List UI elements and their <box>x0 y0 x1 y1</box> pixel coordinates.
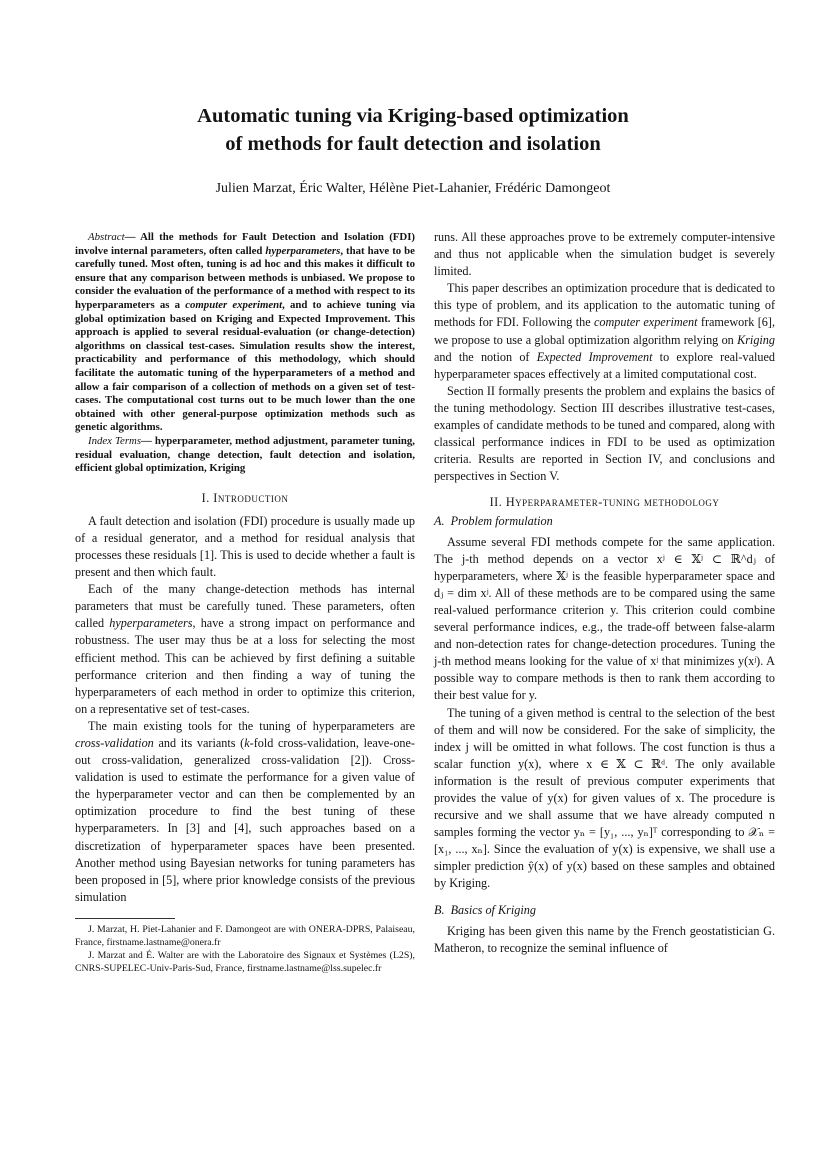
subsection-heading-kriging: B. Basics of Kriging <box>434 902 536 917</box>
footnote-affiliation-1: J. Marzat, H. Piet-Lahanier and F. Damongeot are with ONERA-DPRS, Palaiseau, France, firstname.lastname@onera.fr <box>75 923 415 948</box>
intro-paragraph-4: This paper describes an optimization procedure that is dedicated to this type of problem, and its application to the automatic tuning of methods for FDI. Following the computer experiment framework [6], we propose to use a global optimization algorithm relying on Kriging and the notion of Expected Improvement to explore real-valued hyperparameter spaces effectively at a limited computational cost. <box>434 281 775 381</box>
paper-title <box>0 102 826 158</box>
left-column <box>75 231 415 975</box>
intro-paragraph-3-continued: runs. All these approaches prove to be extremely computer-intensive and thus not applicable when the simulation budget is severely limited. <box>434 230 775 279</box>
footnote-affiliation-2: J. Marzat and É. Walter are with the Laboratoire des Signaux et Systèmes (L2S), CNRS-SUPELEC-Univ-Paris-Sud, France, firstname.lastname@lss.supelec.fr <box>75 949 415 974</box>
problem-paragraph-2: The tuning of a given method is central to the selection of the best of them and will now be considered. For the sake of simplicity, the index j will be omitted in what follows. The cost function is thus a scalar function y(x), where x ∈ 𝕏 ⊂ ℝᵈ. The only available information is the result of previous computer experiments that provides the value of y(x) for given values of x. The procedure is recursive and we shall assume that we have already computed n samples forming the vector yₙ = [y₁, ..., yₙ]ᵀ corresponding to 𝒳ₙ = [x₁, ..., xₙ]. Since the evaluation of y(x) is expensive, we shall use a simpler prediction ŷ(x) of y(x) based on these samples and obtained by Kriging. <box>434 705 775 891</box>
section-heading-methodology: II. Hyperparameter-tuning methodology <box>489 495 720 510</box>
abstract: Abstract— All the methods for Fault Detection and Isolation (FDI) involve internal parameters, often called hyperparameters, that have to be carefully tuned. Most often, tuning is ad hoc and this makes it difficult to ensure that any comparison between methods is unbiased. We propose to consider the evaluation of the performance of a method with respect to its hyperparameters as a computer experiment, and to achieve tuning via global optimization based on Kriging and Expected Improvement. This approach is applied to several residual-evaluation (or change-detection) algorithms on classical test-cases. Simulation results show the interest, practicability and performance of this methodology, which should facilitate the automatic tuning of the hyperparameters of a method and allow a fair comparison of a collection of methods on a given set of test-cases. The computational cost turns out to be much lower than the one obtained with other general-purpose optimization methods such as genetic algorithms. <box>75 231 415 434</box>
right-column <box>434 229 775 957</box>
title-line-1: Automatic tuning via Kriging-based optimization <box>197 105 629 127</box>
problem-paragraph-1: Assume several FDI methods compete for the same application. The j-th method depends on a vector xʲ ∈ 𝕏ʲ ⊂ ℝ^dⱼ of hyperparameters, where 𝕏ʲ is the feasible hyperparameter space and dⱼ = dim xʲ. All of these methods are to be compared using the same real-valued performance criterion y. This criterion could combine several performance indices, e.g., the trade-off between false-alarm and non-detection rates for change-detection procedures. Tuning the j-th method means looking for the value of xʲ that minimizes y(xʲ). A possible way to compare methods is then to rank them according to their best value for y. <box>434 534 775 703</box>
index-terms: Index Terms— hyperparameter, method adjustment, parameter tuning, residual evaluation, change detection, fault detection and isolation, efficient global optimization, Kriging <box>75 434 415 475</box>
intro-paragraph-5: Section II formally presents the problem and explains the basics of the tuning methodology. Section III describes illustrative test-cases, examples of candidate methods to be tuned and compared, along with classical performance indices in FDI to be used as optimization criteria. Results are reported in Section IV, and conclusions and perspectives in Section V. <box>434 383 775 484</box>
footnote-separator <box>75 918 175 919</box>
section-heading-introduction: I. Introduction <box>201 490 289 505</box>
abstract-lead: Abstract <box>88 231 125 243</box>
title-line-2: of methods for fault detection and isolation <box>225 133 601 155</box>
subsection-heading-problem: A. Problem formulation <box>434 513 553 528</box>
intro-paragraph-1: A fault detection and isolation (FDI) procedure is usually made up of a residual generator, and a method for residual analysis that processes these residuals [1]. This is used to decide whether a fault is present and then which fault. <box>75 513 415 580</box>
kriging-paragraph-1: Kriging has been given this name by the French geostatistician G. Matheron, to recognize the seminal influence of <box>434 923 775 955</box>
intro-paragraph-3: The main existing tools for the tuning of hyperparameters are cross-validation and its variants (k-fold cross-validation, leave-one-out cross-validation, generalized cross-validation [2]). Cross-validation is used to estimate the performance for a given value of the hyperparameter vector and can then be complemented by an optimization procedure to find the best tuning of these hyperparameters. In [3] and [4], such approaches based on a discretization of hyperparameter spaces have been presented. Another method using Bayesian networks for tuning parameters has been proposed in [5], where prior knowledge consists of the previous simulation <box>75 718 415 904</box>
author-list: Julien Marzat, Éric Walter, Hélène Piet-Lahanier, Frédéric Damongeot <box>215 181 611 196</box>
intro-paragraph-2: Each of the many change-detection methods has internal parameters that must be carefully tuned. These parameters, often called hyperparameters, have a strong impact on performance and robustness. The user may thus be at a loss for selecting the most efficient method. This can be achieved by first defining a suitable performance criterion and then finding a way of tuning the hyperparameters of each method in order to optimize this criterion, on a representative set of test-cases. <box>75 582 415 716</box>
